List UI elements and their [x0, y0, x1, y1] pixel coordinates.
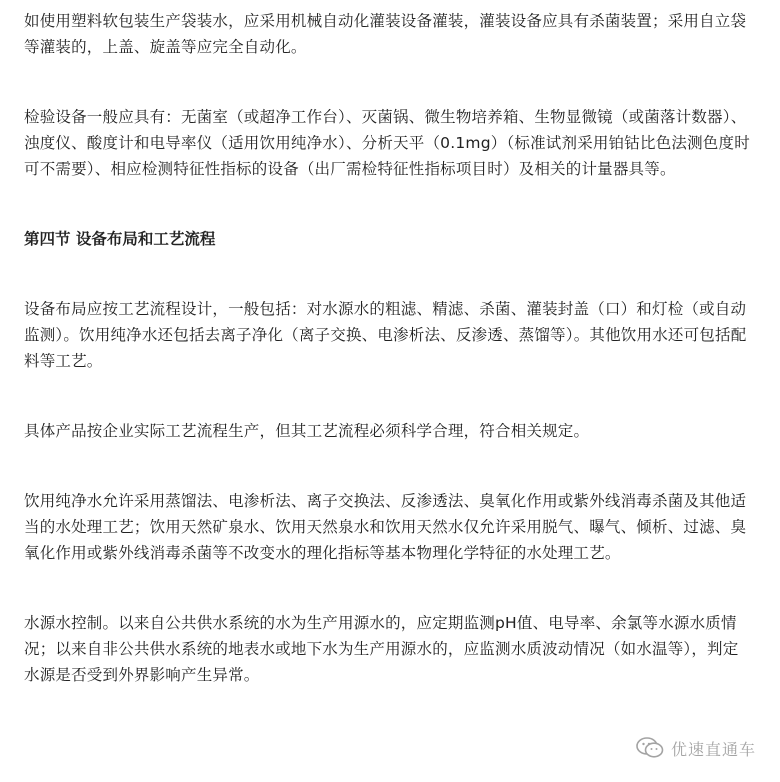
- paragraph-treatment: 饮用纯净水允许采用蒸馏法、电渗析法、离子交换法、反渗透法、臭氧化作用或紫外线消毒杀菌及其他适当的水处理工艺；饮用天然矿泉水、饮用天然泉水和饮用天然水仅允许采用脱气、曝气、倾析、过滤、臭氧化作用或紫外线消毒杀菌等不改变水的理化指标等基本物理化学特征的水处理工艺。: [24, 492, 747, 562]
- paragraph-process: 具体产品按企业实际工艺流程生产，但其工艺流程必须科学合理，符合相关规定。: [24, 422, 590, 440]
- wechat-icon: [635, 736, 665, 760]
- spacer: [24, 60, 754, 104]
- spacer: [24, 252, 754, 296]
- paragraph-packaging: 如使用塑料软包装生产袋装水，应采用机械自动化灌装设备灌装，灌装设备应具有杀菌装置；采用自立袋等灌装的，上盖、旋盖等应完全自动化。: [24, 12, 747, 56]
- document-body: [24, 8, 754, 688]
- watermark-text: 优速直通车: [670, 739, 756, 759]
- watermark: [635, 736, 756, 760]
- spacer: [24, 182, 754, 226]
- paragraph-inspection-equipment: 检验设备一般应具有：无菌室（或超净工作台）、灭菌锅、微生物培养箱、生物显微镜（或菌落计数器）、浊度仪、酸度计和电导率仪（适用饮用纯净水）、分析天平（0.1mg）（标准试剂采用铂钴比色法测色度时可不需要）、相应检测特征性指标的设备（出厂需检特征性指标项目时）及相关的计量器具等。: [24, 108, 750, 178]
- spacer: [24, 374, 754, 418]
- spacer: [24, 444, 754, 488]
- spacer: [24, 566, 754, 610]
- section-heading: 第四节 设备布局和工艺流程: [24, 230, 216, 248]
- paragraph-source-water: 水源水控制。以来自公共供水系统的水为生产用源水的，应定期监测pH值、电导率、余氯等水源水质情况；以来自非公共供水系统的地表水或地下水为生产用源水的，应监测水质波动情况（如水温等），判定水源是否受到外界影响产生异常。: [24, 614, 739, 684]
- paragraph-layout: 设备布局应按工艺流程设计，一般包括：对水源水的粗滤、精滤、杀菌、灌装封盖（口）和灯检（或自动监测）。饮用纯净水还包括去离子净化（离子交换、电渗析法、反渗透、蒸馏等）。其他饮用水还可包括配料等工艺。: [24, 300, 747, 370]
